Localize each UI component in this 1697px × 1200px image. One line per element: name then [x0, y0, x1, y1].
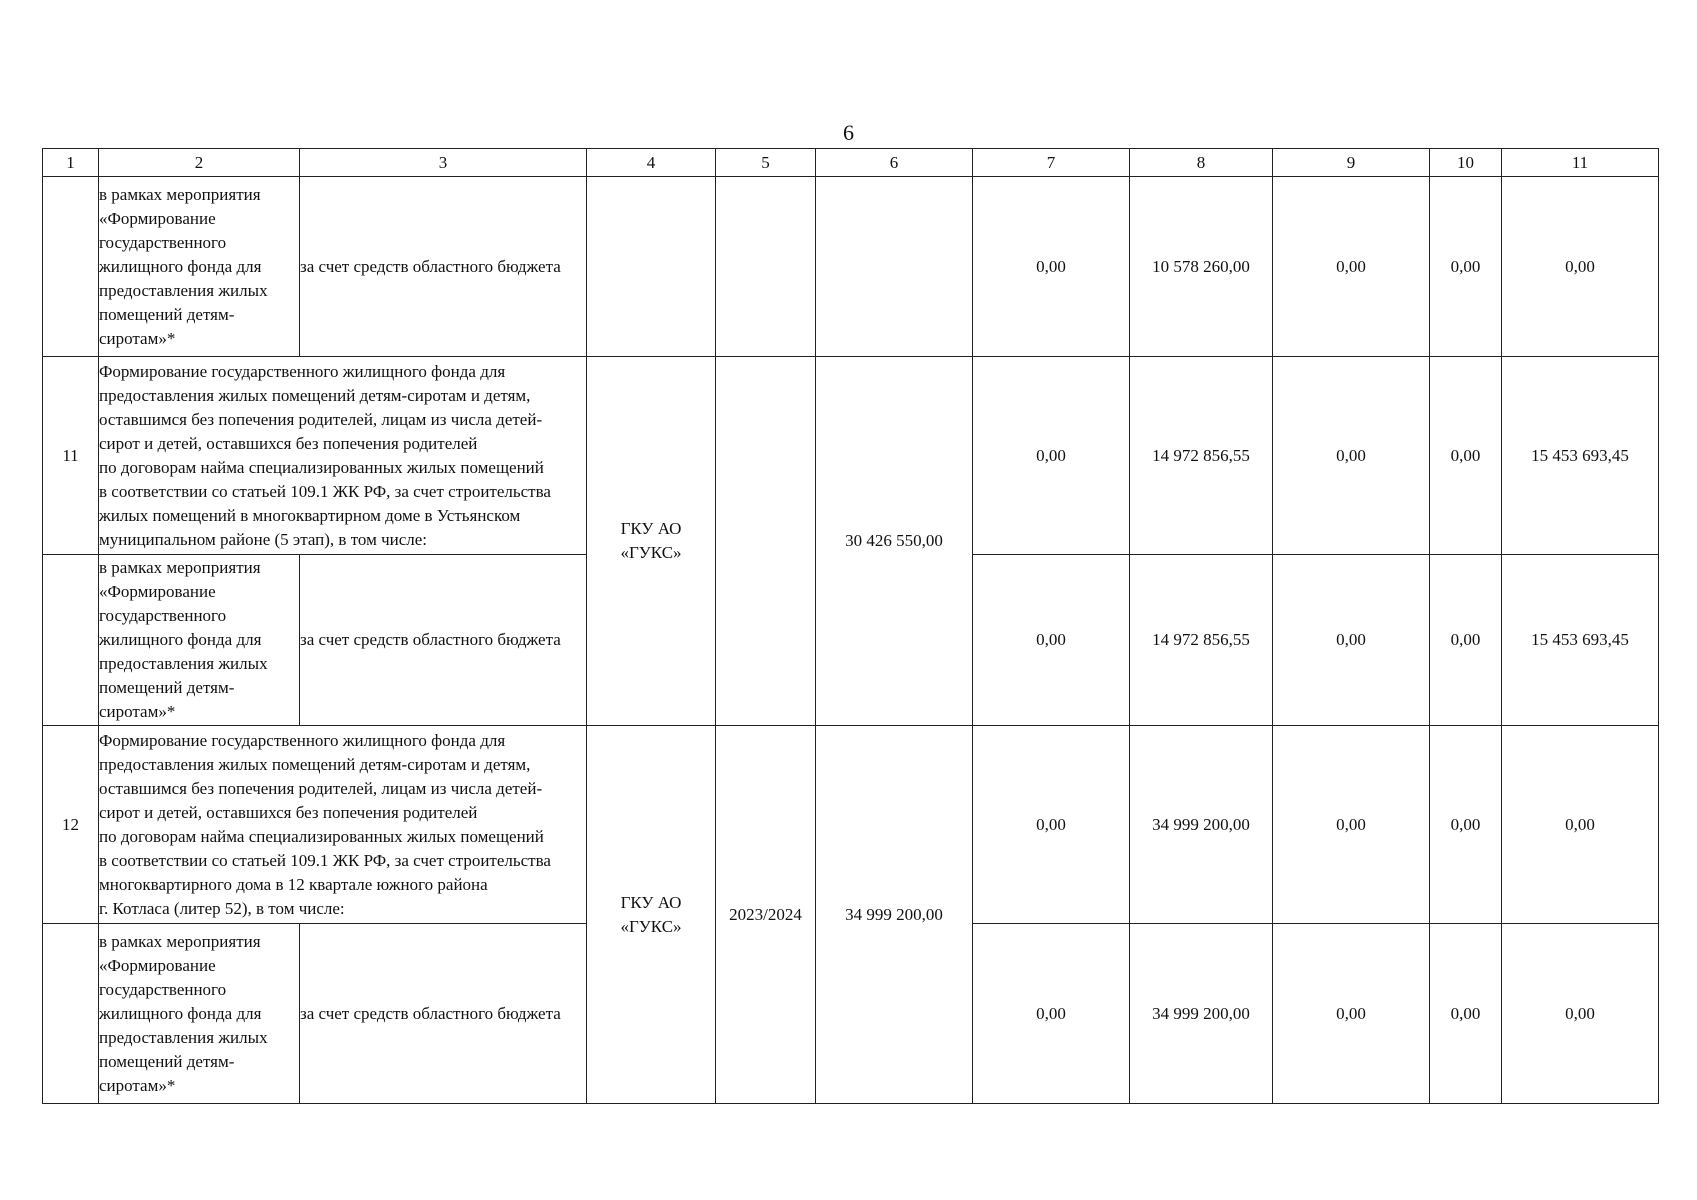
page-number: 6: [843, 120, 854, 145]
value-cell-9: 0,00: [1273, 177, 1430, 357]
value-cell-9: 0,00: [1273, 924, 1430, 1104]
executor-cell: ГКУ АО «ГУКС»: [587, 726, 716, 1104]
description-cell: Формирование государственного жилищного фонда для предоставления жилых помещений детям-сиротам и детям, оставшимся без попечения родителей, лицам из числа детей- сирот и детей, оставшихся без попечения родителей по договорам найма специализированных жилых помещений в соответствии со статьей 109.1 ЖК РФ, за счет строительства жилых помещений в многоквартирном доме в Устьянском муниципальном районе (5 этап), в том числе:: [99, 357, 587, 555]
value-cell-8: 10 578 260,00: [1130, 177, 1273, 357]
value-cell-11: 0,00: [1502, 726, 1659, 924]
value-cell-11: 15 453 693,45: [1502, 555, 1659, 726]
value-cell-11: 15 453 693,45: [1502, 357, 1659, 555]
description-cell: Формирование государственного жилищного фонда для предоставления жилых помещений детям-сиротам и детям, оставшимся без попечения родителей, лицам из числа детей- сирот и детей, оставшихся без попечения родителей по договорам найма специализированных жилых помещений в соответствии со статьей 109.1 ЖК РФ, за счет строительства многоквартирного дома в 12 квартале южного района г. Котласа (литер 52), в том числе:: [99, 726, 587, 924]
event-cell: в рамках мероприятия «Формирование государственного жилищного фонда для предоставления жилых помещений детям- сиротам»*: [99, 555, 300, 726]
period-cell: [716, 357, 816, 726]
executor-cell: [587, 177, 716, 357]
value-cell-11: 0,00: [1502, 177, 1659, 357]
value-cell-7: 0,00: [973, 924, 1130, 1104]
event-cell: в рамках мероприятия «Формирование государственного жилищного фонда для предоставления жилых помещений детям- сиротам»*: [99, 924, 300, 1104]
executor-cell: ГКУ АО «ГУКС»: [587, 357, 716, 726]
value-cell-10: 0,00: [1430, 726, 1502, 924]
total-cell: 30 426 550,00: [816, 357, 973, 726]
row-number-cell: 11: [43, 357, 99, 555]
row-number-cell: [43, 555, 99, 726]
header-cell-11: 11: [1502, 149, 1659, 177]
value-cell-10: 0,00: [1430, 177, 1502, 357]
table-row: [43, 726, 1659, 924]
value-cell-10: 0,00: [1430, 924, 1502, 1104]
value-cell-9: 0,00: [1273, 555, 1430, 726]
header-cell-4: 4: [587, 149, 716, 177]
value-cell-9: 0,00: [1273, 726, 1430, 924]
value-cell-7: 0,00: [973, 357, 1130, 555]
header-cell-1: 1: [43, 149, 99, 177]
header-row: [43, 149, 1659, 177]
header-cell-5: 5: [716, 149, 816, 177]
row-number-cell: [43, 924, 99, 1104]
total-cell: [816, 177, 973, 357]
budget-table: [42, 148, 1659, 1104]
total-cell: 34 999 200,00: [816, 726, 973, 1104]
value-cell-8: 34 999 200,00: [1130, 726, 1273, 924]
value-cell-7: 0,00: [973, 555, 1130, 726]
value-cell-8: 14 972 856,55: [1130, 357, 1273, 555]
header-cell-6: 6: [816, 149, 973, 177]
header-cell-2: 2: [99, 149, 300, 177]
value-cell-10: 0,00: [1430, 357, 1502, 555]
header-cell-3: 3: [300, 149, 587, 177]
header-cell-10: 10: [1430, 149, 1502, 177]
header-cell-9: 9: [1273, 149, 1430, 177]
header-cell-8: 8: [1130, 149, 1273, 177]
funding-source-cell: за счет средств областного бюджета: [300, 924, 587, 1104]
event-cell: в рамках мероприятия «Формирование государственного жилищного фонда для предоставления жилых помещений детям- сиротам»*: [99, 177, 300, 357]
value-cell-8: 34 999 200,00: [1130, 924, 1273, 1104]
row-number-cell: [43, 177, 99, 357]
period-cell: 2023/2024: [716, 726, 816, 1104]
value-cell-10: 0,00: [1430, 555, 1502, 726]
table-row: [43, 177, 1659, 357]
value-cell-8: 14 972 856,55: [1130, 555, 1273, 726]
table-row: [43, 357, 1659, 555]
row-number-cell: 12: [43, 726, 99, 924]
period-cell: [716, 177, 816, 357]
value-cell-7: 0,00: [973, 726, 1130, 924]
value-cell-7: 0,00: [973, 177, 1130, 357]
value-cell-11: 0,00: [1502, 924, 1659, 1104]
funding-source-cell: за счет средств областного бюджета: [300, 555, 587, 726]
value-cell-9: 0,00: [1273, 357, 1430, 555]
header-cell-7: 7: [973, 149, 1130, 177]
funding-source-cell: за счет средств областного бюджета: [300, 177, 587, 357]
